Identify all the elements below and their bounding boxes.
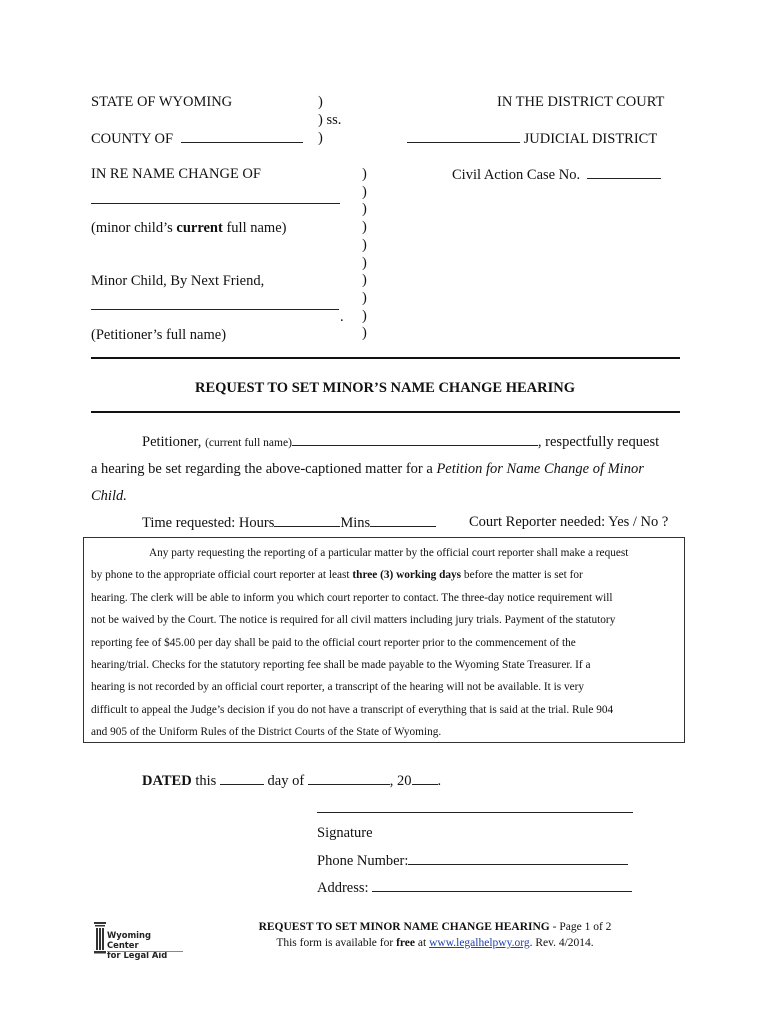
case-no-label: Civil Action Case No. — [452, 167, 581, 183]
court-reporter-notice: Any party requesting the reporting of a particular matter by the official court reporter shall make a request by phone to the appropriate official court reporter at least three (3) working days before the matter is set for hearing. The clerk will be able to inform you which court reporter to contact. The three-day notice requirement will not be waived by the Court. The notice is required for all civil matters including jury trials. Payment of the statutory reporting fee of $45.00 per day shall be paid to the official court reporter prior to the commencement of the hearing/trial. Checks for the statutory reporting fee shall be made payable to the Wyoming State Treasurer. If a hearing is not recorded by an official court reporter, a transcript of the hearing will not be available. It is very difficult to appeal the Judge’s decision if you do not have a transcript of everything that is said at the trial. Rule 904 and 905 of the Uniform Rules of the District Courts of the State of Wyoming. — [83, 537, 685, 743]
county-field[interactable] — [181, 130, 303, 143]
hearing-line: a hearing be set regarding the above-captioned matter for a Petition for Name Change of Minor — [91, 461, 644, 477]
petitioner-name-field[interactable] — [91, 309, 339, 310]
judicial-district-label: JUDICIAL DISTRICT — [523, 131, 658, 147]
month-field[interactable] — [308, 772, 390, 785]
next-friend-label: Minor Child, By Next Friend, — [91, 273, 265, 289]
footer-title-line: REQUEST TO SET MINOR NAME CHANGE HEARING - Page 1 of 2 — [258, 921, 612, 933]
legal-help-link[interactable]: www.legalhelpwy.org — [429, 937, 530, 949]
footer-availability-line: This form is available for free at www.legalhelpwy.org. Rev. 4/2014. — [276, 937, 594, 949]
state-label: STATE OF WYOMING — [91, 94, 233, 110]
district-row — [407, 130, 657, 148]
hearing-line-end: Child. — [91, 488, 127, 504]
caption-parens: ) ) ) ) ) ) ) ) ) ) — [362, 166, 367, 342]
pillar-icon — [93, 921, 107, 955]
period: . — [340, 309, 344, 325]
address-field[interactable] — [372, 879, 632, 892]
address-row: Address: — [317, 879, 632, 897]
court-label: IN THE DISTRICT COURT — [497, 94, 665, 110]
judicial-district-field[interactable] — [407, 130, 520, 143]
court-reporter-question[interactable]: Court Reporter needed: Yes / No ? — [469, 514, 669, 530]
time-requested-row: Time requested: Hours Mins — [142, 514, 436, 532]
wyoming-center-logo: Wyoming Center for Legal Aid — [93, 919, 183, 955]
form-title: REQUEST TO SET MINOR’S NAME CHANGE HEARING — [194, 380, 576, 396]
signature-label: Signature — [317, 825, 373, 841]
minor-name-field[interactable] — [91, 203, 340, 204]
day-field[interactable] — [220, 772, 264, 785]
mins-field[interactable] — [370, 514, 436, 527]
ss-label: ) ss. — [318, 112, 342, 128]
bottom-rule — [91, 411, 680, 413]
minor-name-label: (minor child’s current full name) — [91, 220, 287, 236]
year-field[interactable] — [412, 772, 438, 785]
in-re-label: IN RE NAME CHANGE OF — [91, 166, 261, 182]
petitioner-line: Petitioner, (current full name) , respectfully request — [142, 434, 660, 450]
case-no-field[interactable] — [587, 166, 661, 179]
phone-row: Phone Number: — [317, 852, 628, 870]
caption-paren: ) — [318, 130, 323, 146]
case-no-row — [452, 166, 661, 184]
hours-field[interactable] — [274, 514, 340, 527]
petitioner-current-name-field[interactable] — [292, 433, 538, 446]
signature-field[interactable] — [317, 812, 633, 813]
caption-paren: ) — [318, 94, 323, 110]
petitioner-name-label: (Petitioner’s full name) — [91, 327, 227, 343]
county-row — [91, 130, 303, 148]
dated-line: DATED this day of , 20 . — [142, 773, 442, 789]
top-rule — [91, 357, 680, 359]
county-label: COUNTY OF — [91, 131, 174, 147]
phone-field[interactable] — [408, 852, 628, 865]
